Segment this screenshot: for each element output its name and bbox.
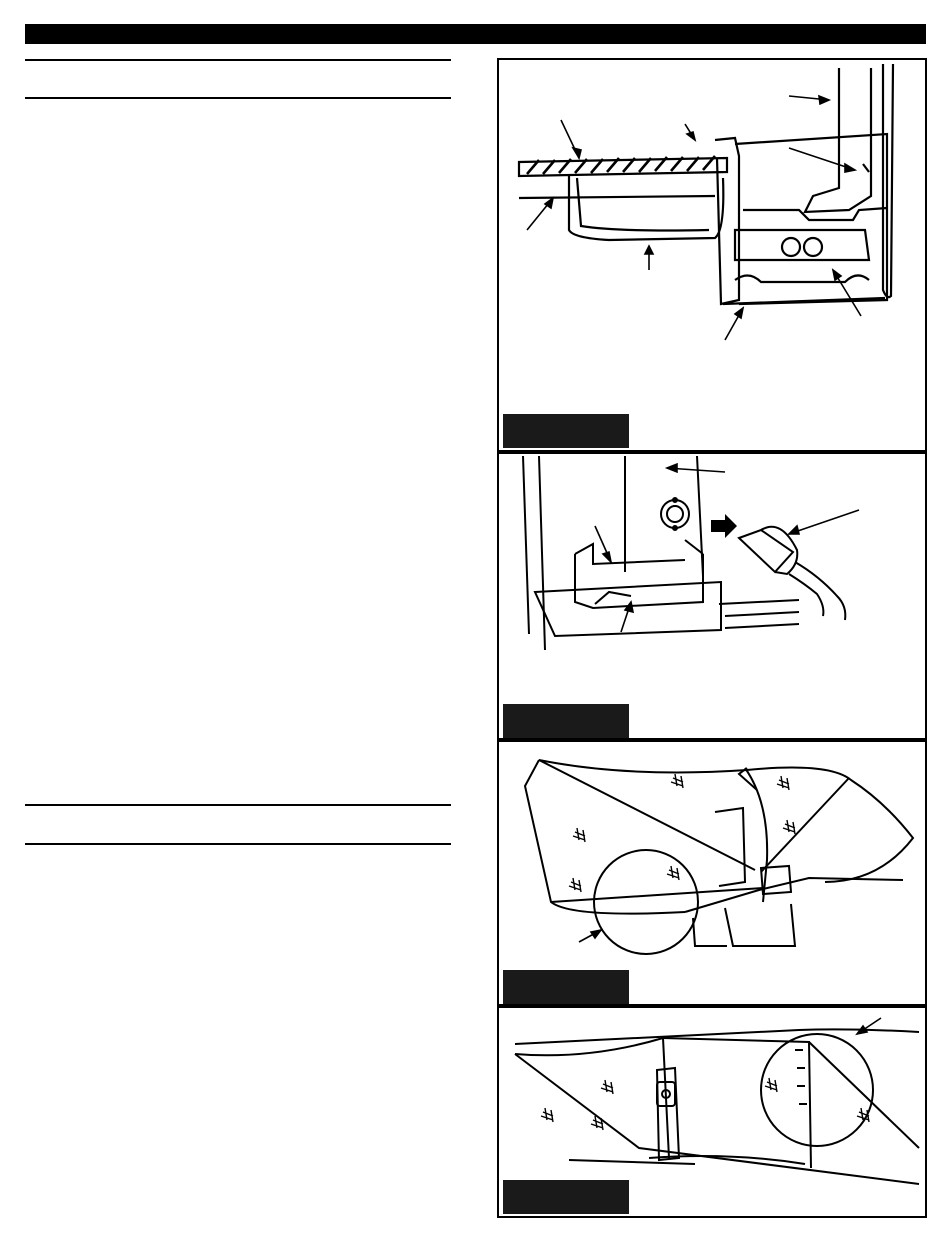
- figure-1-label: [503, 414, 629, 448]
- section-rule: [25, 843, 451, 845]
- section-rule: [25, 59, 451, 61]
- figure-3-label: [503, 970, 629, 1004]
- figure-1-panel: [497, 58, 927, 452]
- figure-2-illustration: [499, 454, 925, 740]
- figure-3-panel: [497, 740, 927, 1006]
- figure-4-panel: [497, 1006, 927, 1218]
- figure-2-label: [503, 704, 629, 738]
- section-rule: [25, 97, 451, 99]
- figure-3-illustration: [499, 742, 925, 1006]
- section-rule: [25, 804, 451, 806]
- figure-2-panel: [497, 452, 927, 740]
- figure-1-illustration: [499, 60, 925, 452]
- page-header-bar: [25, 24, 926, 44]
- figure-4-label: [503, 1180, 629, 1214]
